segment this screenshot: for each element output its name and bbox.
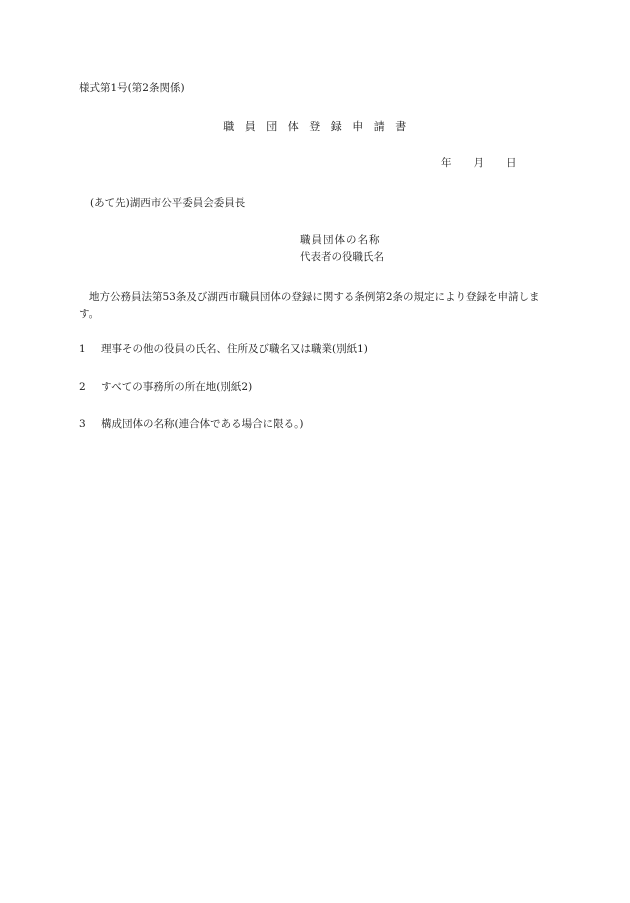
date-year: 年 xyxy=(441,157,452,169)
item-text: 理事その他の役員の氏名、住所及び職名又は職業(別紙1) xyxy=(101,343,368,355)
title-char: 員 xyxy=(244,120,257,133)
title-char: 書 xyxy=(395,120,407,133)
title-char: 申 xyxy=(352,120,364,133)
date-month: 月 xyxy=(473,157,484,169)
form-number: 様式第1号(第2条関係) xyxy=(79,82,185,94)
title-char: 団 xyxy=(266,120,278,133)
list-item xyxy=(79,417,303,431)
title-char: 登 xyxy=(309,120,321,133)
title-char: 請 xyxy=(373,120,386,133)
item-text: すべての事務所の所在地(別紙2) xyxy=(101,381,253,393)
title-char: 体 xyxy=(287,120,300,133)
date-line xyxy=(441,156,517,170)
document-title xyxy=(0,120,630,134)
date-day: 日 xyxy=(506,157,517,169)
body-text: 地方公務員法第53条及び湖西市職員団体の登録に関する条例第2条の規定により登録を申請します。 xyxy=(79,291,540,320)
item-number: 3 xyxy=(79,418,86,430)
addressee: (あて先)湖西市公平委員会委員長 xyxy=(90,197,246,209)
org-name-label: 職員団体の名称 xyxy=(300,234,381,246)
list-item xyxy=(79,342,368,356)
item-number: 2 xyxy=(79,381,86,393)
title-char: 録 xyxy=(330,120,343,133)
representative-label: 代表者の役職氏名 xyxy=(300,251,384,263)
item-number: 1 xyxy=(79,343,86,355)
item-text: 構成団体の名称(連合体である場合に限る。) xyxy=(101,418,304,430)
title-char: 職 xyxy=(223,120,235,133)
list-item xyxy=(79,380,252,394)
